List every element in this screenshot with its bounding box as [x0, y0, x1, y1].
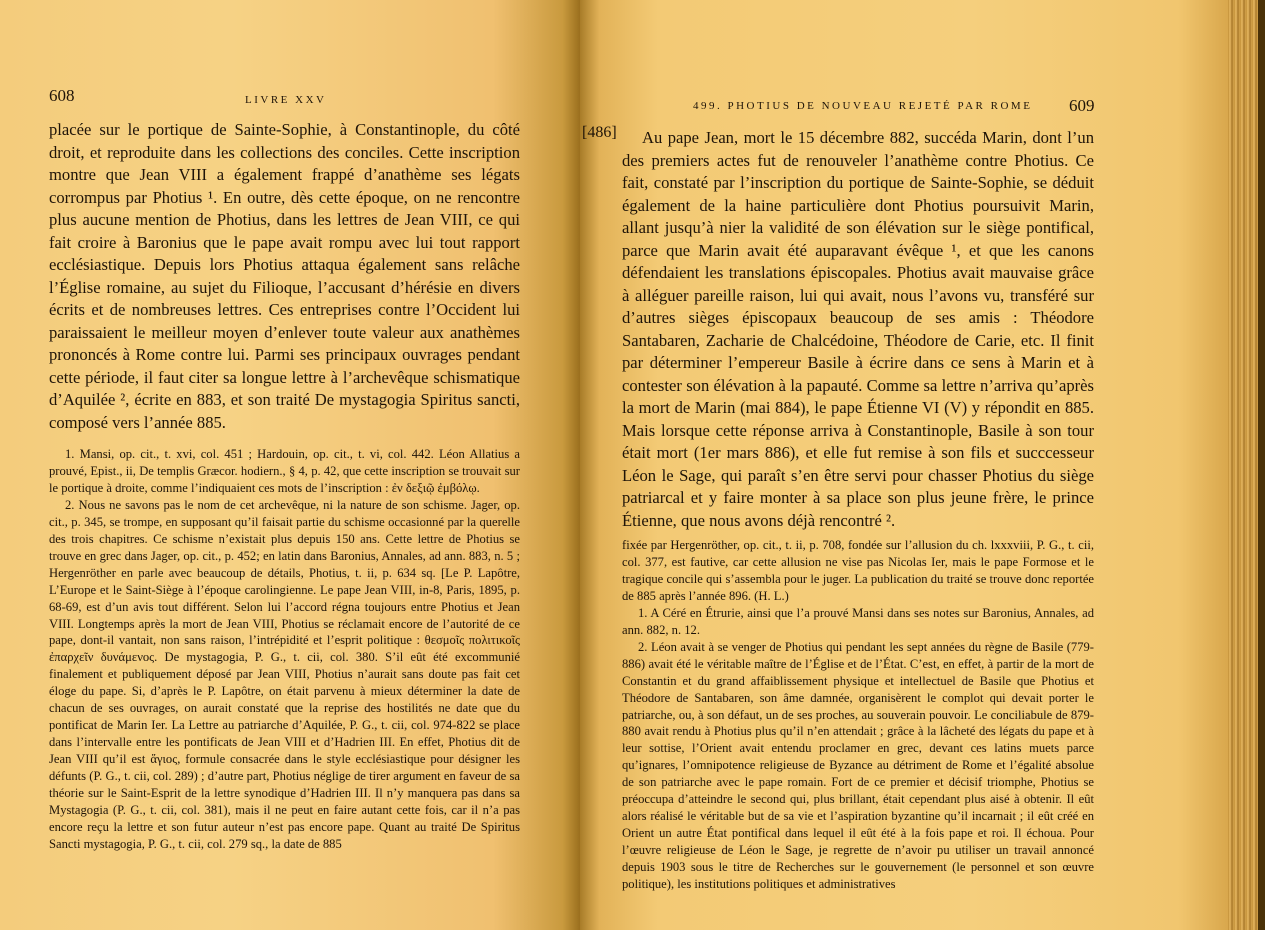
left-body-paragraph: placée sur le portique de Sainte-Sophie, à Constantinople, du côté droit, et reproduite dans les collections des conciles. Cette inscription montre que Jean VIII a également frappé d’anathème ses légats corrompus par Photius ¹. En outre, dès cette époque, on ne rencontre plus aucune mention de Photius, dans les lettres de Jean VIII, ce qui fait croire à Baronius que le pape avait rompu avec lui tout rapport ecclésiastique. Depuis lors Photius attaqua également sans relâche l’Église romaine, au sujet du Filioque, l’accusant d’hérésie en divers écrits et de nombreuses lettres. Ces entreprises contre l’Occident lui paraissaient le meilleur moyen d’enlever toute valeur aux anathèmes prononcés à Rome contre lui. Parmi ses principaux ouvrages pendant cette période, il faut citer sa longue lettre à l’archevêque schismatique d’Aquilée ², écrite en 883, et son traité De mystagogia Spiritus sancti, composé vers l’année 885. — [49, 120, 520, 432]
left-page-number: 608 — [49, 86, 75, 105]
left-running-head: LIVRE XXV — [245, 94, 327, 106]
margin-reference: [486] — [582, 124, 617, 141]
right-running-head: 499. PHOTIUS DE NOUVEAU REJETÉ PAR ROME — [693, 100, 1033, 112]
book-cover-edge — [1258, 0, 1265, 930]
right-page — [580, 0, 1230, 930]
right-footnotes — [622, 537, 1094, 893]
left-footnotes — [49, 446, 520, 853]
right-footnote-2: 2. Léon avait à se venger de Photius qui pendant les sept années du règne de Basile (779-886) avait été le véritable maître de l’Église et de l’État. C’est, en effet, à partir de la mort de Constantin et du grand affaiblissement physique et intellectuel de Basile que Photius et Théodore de Santabaren, son âme damnée, organisèrent le complot qui devait porter le patriarche, ou, à son défaut, un de ses proches, au souverain pouvoir. Le conciliabule de 879-880 avait rendu à Photius plus qu’il n’en attendait ; grâce à la lâcheté des légats du pape et à leur sottise, l’Orient avait entendu proclamer en grec, devant ces latins muets parce qu’ignares, l’omnipotence religieuse de Byzance au détriment de Rome et l’égalité absolue de son patriarche avec le pape romain. Fort de ce premier et décisif triomphe, Photius se préoccupa d’atteindre le second qui, plus brillant, était cependant plus aisé à obtenir. Il eût alors réalisé le véritable but de sa vie et l’aspiration byzantine qu’il incarnait ; il eût créé en Orient un autre État pontifical dans lequel il eût été à la fois pape et roi. Il échoua. Pour l’œuvre religieuse de Léon le Sage, je regrette de n’avoir pu utiliser un travail annoncé depuis 1903 sous le titre de Recherches sur le gouvernement (le personnel et son œuvre politique), les institutions politiques et administratives — [622, 639, 1094, 892]
right-footnote-continuation: fixée par Hergenröther, op. cit., t. ii, p. 708, fondée sur l’allusion du ch. lxxxviii, P. G., t. cii, col. 377, est fautive, car cette allusion ne vise pas Nicolas Ier, mais le pape Formose et le tragique concile qui s’assembla pour le juger. La publication du traité se trouve donc reportée de 885 après l’année 896. (H. L.) — [622, 538, 1094, 603]
right-main-text — [622, 127, 1094, 532]
left-page — [0, 0, 580, 930]
right-footnote-1: 1. A Céré en Étrurie, ainsi que l’a prouvé Mansi dans ses notes sur Baronius, Annales, ad ann. 882, n. 12. — [622, 605, 1094, 637]
right-page-number: 609 — [1069, 96, 1095, 115]
left-main-text — [49, 119, 520, 434]
left-footnote-1: 1. Mansi, op. cit., t. xvi, col. 451 ; Hardouin, op. cit., t. vi, col. 442. Léon Allatius a prouvé, Epist., ii, De templis Græcor. hodiern., § 4, p. 42, que cette inscription se trouvait sur le portique à droite, comme l’indiquaient ces mots de l’inscription : ἐν δεξιῷ ἐμβόλῳ. — [49, 447, 520, 495]
left-footnote-2: 2. Nous ne savons pas le nom de cet archevêque, ni la nature de son schisme. Jager, op. cit., p. 345, se trompe, en supposant qu’il faisait partie du schisme occasionné par la querelle des trois chapitres. Ce schisme n’existait plus depuis 150 ans. Cette lettre de Photius se trouve en grec dans Jager, op. cit., p. 452; en latin dans Baronius, Annales, ad ann. 883, n. 5 ; Hergenröther en parle avec beaucoup de détails, Photius, t. ii, p. 634 sq. [Le P. Lapôtre, L’Europe et le Saint-Siège à l’époque carolingienne. Le pape Jean VIII, in-8, Paris, 1895, p. 68-69, est d’un avis tout différent. Selon lui l’accord régna toujours entre Photius et Jean VIII. Longtemps après la mort de Jean VIII, Photius se réclamait encore de l’autorité de ce pape, dont-il vantait, non sans raison, l’intrépidité et l’esprit politique : θεσμοῖς πολιτικοῖς ἐπαρχεῖν δυνάμενος. De mystagogia, P. G., t. cii, col. 380. S’il eût été excommunié finalement et publiquement déposé par Jean VIII, Photius n’aurait sans doute pas fait cet éloge du pape. Si, d’après le P. Lapôtre, on était parvenu à mieux déterminer la date de chacun de ses ouvrages, on aurait constaté que la reprise des hostilités ne date que du pontificat de Marin Ier. La Lettre au patriarche d’Aquilée, P. G., t. cii, col. 974-822 se place dans l’intervalle entre les pontificats de Jean VIII et d’Hadrien III. En effet, Photius dit de Jean VIII qu’il est ἅγιος, formule consacrée dans le style ecclésiastique pour désigner les défunts (P. G., t. cii, col. 289) ; d’autre part, Photius néglige de tirer argument en faveur de sa théorie sur le Saint-Esprit de la lettre synodique d’Hadrien III. Il n’y manquera pas dans sa Mystagogia (P. G., t. cii, col. 381), mais il ne peut en faire autant cette fois, car il n’a pas encore reçu la lettre et son futur auteur n’est pas encore pape. Quant au traité De Spiritus Sancti mystagogia, P. G., t. cii, col. 279 sq., la date de 885 — [49, 497, 520, 851]
right-body-paragraph: Au pape Jean, mort le 15 décembre 882, succéda Marin, dont l’un des premiers actes fut de renouveler l’anathème contre Photius. Ce fait, constaté par l’inscription du portique de Sainte-Sophie, se déduit également de la haine particulière dont Photius poursuivit Marin, allant jusqu’à nier la validité de son élévation sur le siège pontifical, parce que Marin avait été auparavant évêque ¹, et que les canons défendaient les translations épiscopales. Photius avait mauvaise grâce à alléguer pareille raison, lui qui avait, nous l’avons vu, transféré sur d’autres sièges épiscopaux beaucoup de ses amis : Théodore Santabaren, Zacharie de Chalcédoine, Théodore de Carie, etc. Il finit par déterminer l’empereur Basile à écrire dans ce sens à Marin et à contester son élévation à la papauté. Comme sa lettre n’arriva qu’après la mort de Marin (mai 884), le pape Étienne VI (V) y répondit en 885. Mais lorsque cette réponse arriva à Constantinople, Basile à son tour était mort (1er mars 886), et elle fut remise à son fils et succcesseur Léon le Sage, qui paraît s’en être servi pour chasser Photius du siège patriarcal et y faire monter à sa place son plus jeune frère, le prince Étienne, que nous avons déjà rencontré ². — [622, 128, 1094, 530]
